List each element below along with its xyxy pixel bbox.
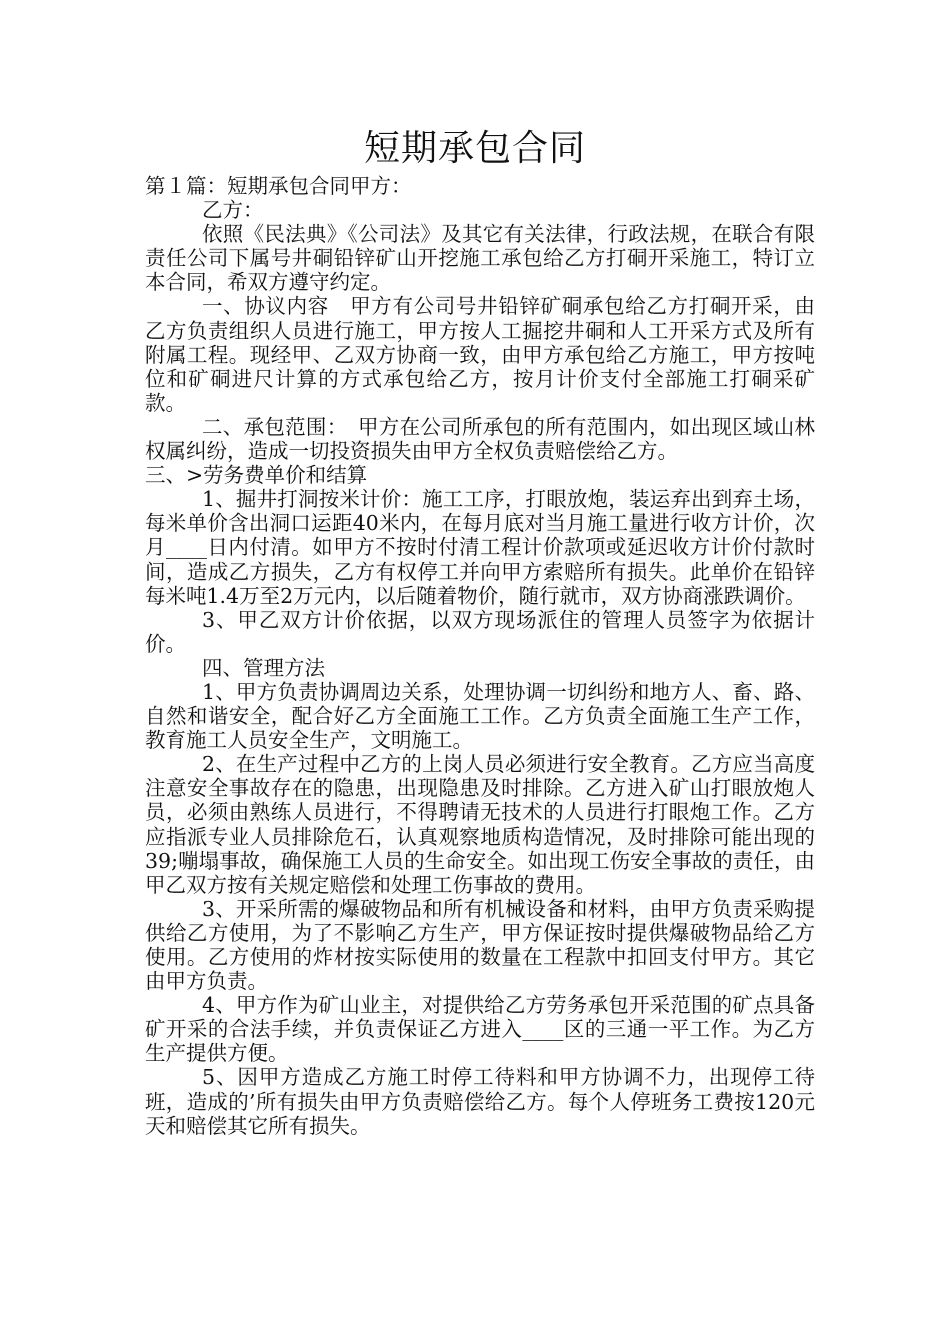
document-title: 短期承包合同: [363, 128, 586, 169]
paragraph-header: 第１篇：短期承包合同甲方：: [145, 174, 412, 198]
paragraph-section-4-heading: 四、管理方法: [202, 655, 325, 680]
paragraph-section-4-item-3: 3、开采所需的爆破物品和所有机械设备和材料，由甲方负责采购提供给乙方使用，为了不影响乙方生产，甲方保证按时提供爆破物品给乙方使用。乙方使用的炸材按实际使用的数量在工程款中扣回支付甲方。其它由甲方负责。: [145, 896, 815, 994]
paragraph-party-b: 乙方：: [202, 198, 264, 223]
paragraph-section-3-item-1: 1、掘井打洞按米计价：施工工序，打眼放炮，装运弃出到弃土场，每米单价含出洞口运距40米内，在每月底对当月施工量进行收方计价，次月____日内付清。如甲方不按时付清工程计价款项或延迟收方计价付款时间，造成乙方损失，乙方有权停工并向甲方索赔所有损失。此单价在铅锌每米吨1.4万至2万元内，以后随着物价，随行就市，双方协商涨跌调价。: [145, 487, 815, 608]
paragraph-section-3-item-3: 3、甲乙双方计价依据，以双方现场派住的管理人员签字为依据计价。: [145, 607, 815, 656]
paragraph-section-4-item-5: 5、因甲方造成乙方施工时停工待料和甲方协调不力，出现停工待班，造成的’所有损失由甲方负责赔偿给乙方。每个人停班务工费按120元天和赔偿其它所有损失。: [145, 1065, 815, 1138]
paragraph-section-4-item-2: 2、在生产过程中乙方的上岗人员必须进行安全教育。乙方应当高度注意安全事故存在的隐患，出现隐患及时排除。乙方进入矿山打眼放炮人员，必须由熟练人员进行，不得聘请无技术的人员进行打眼炮工作。乙方应指派专业人员排除危石，认真观察地质构造情况，及时排除可能出现的39;嘣塌事故，确保施工人员的生命安全。如出现工伤安全事故的责任，由甲乙双方按有关规定赔偿和处理工伤事故的费用。: [145, 752, 815, 897]
paragraph-section-4-item-1: 1、甲方负责协调周边关系，处理协调一切纠纷和地方人、畜、路、自然和谐安全，配合好乙方全面施工工作。乙方负责全面施工生产工作，教育施工人员安全生产，文明施工。: [145, 679, 815, 753]
paragraph-section-1: 一、协议内容 甲方有公司号井铅锌矿硐承包给乙方打硐开采，由乙方负责组织人员进行施工，甲方按人工掘挖井硐和人工开采方式及所有附属工程。现经甲、乙双方协商一致，由甲方承包给乙方施工，甲方按吨位和矿硐进尺计算的方式承包给乙方，按月计价支付全部施工打硐采矿款。: [145, 294, 815, 415]
paragraph-section-3-heading: 三、>劳务费单价和结算: [145, 463, 368, 488]
document-body: [145, 174, 815, 1138]
paragraph-section-2: 二、承包范围： 甲方在公司所承包的所有范围内，如出现区域山林权属纠纷，造成一切投资损失由甲方全权负责赔偿给乙方。: [145, 414, 815, 464]
paragraph-section-4-item-4: 4、甲方作为矿山业主，对提供给乙方劳务承包开采范围的矿点具备矿开采的合法手续，并负责保证乙方进入____区的三通一平工作。为乙方生产提供方便。: [145, 993, 815, 1066]
paragraph-preamble: 依照《民法典》《公司法》及其它有关法律，行政法规，在联合有限责任公司下属号井硐铅锌矿山开挖施工承包给乙方打硐开采施工，特订立本合同，希双方遵守约定。: [145, 222, 815, 295]
